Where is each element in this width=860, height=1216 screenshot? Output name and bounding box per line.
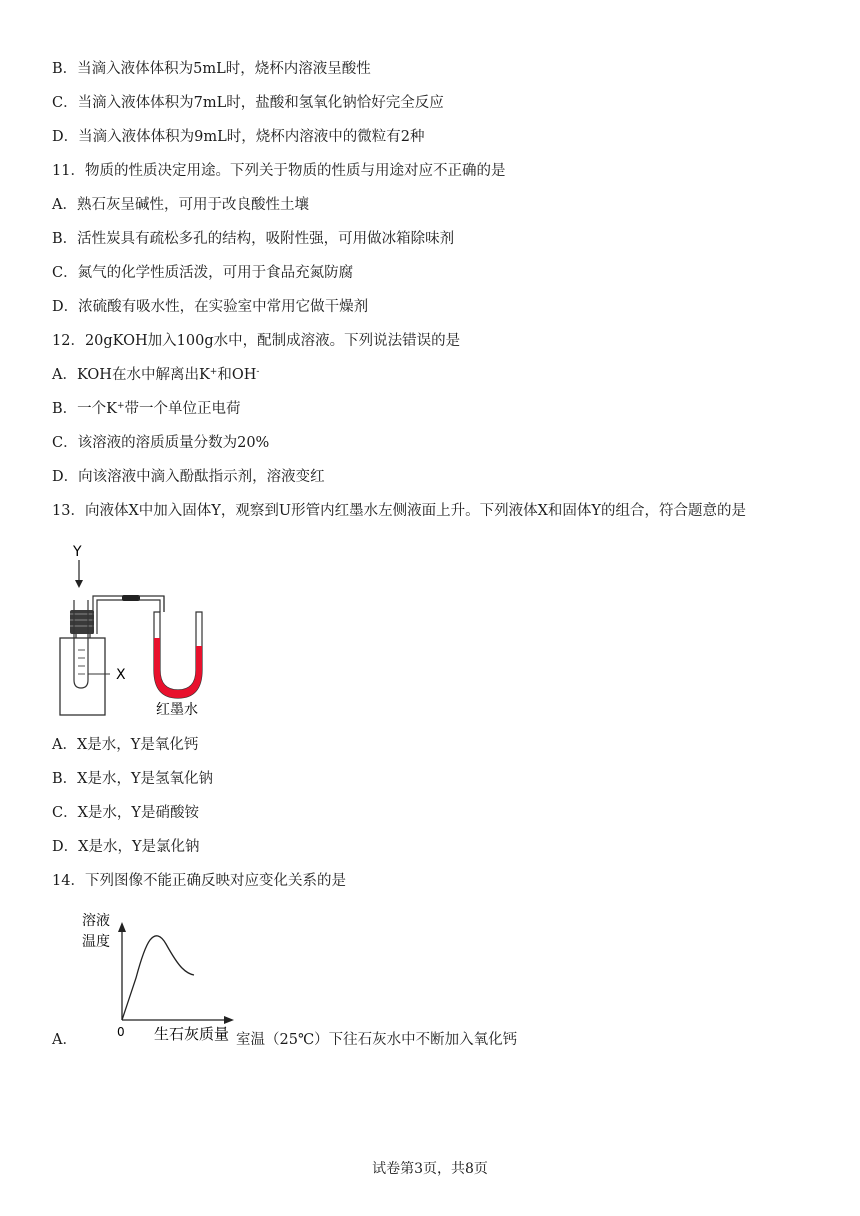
figure-label-red-ink: 红墨水 xyxy=(156,702,198,718)
red-ink-column xyxy=(154,638,202,698)
q11-option-c: C．氮气的化学性质活泼，可用于食品充氮防腐 xyxy=(52,265,354,281)
q13-option-b: B．X是水，Y是氢氧化钠 xyxy=(52,771,214,787)
rubber-connector xyxy=(122,595,140,601)
figure-label-y: Y xyxy=(73,544,82,560)
q11-stem: 11．物质的性质决定用途。下列关于物质的性质与用途对应不正确的是 xyxy=(52,163,506,179)
graph-y-arrow xyxy=(118,922,126,932)
q12-option-d: D．向该溶液中滴入酚酞指示剂，溶液变红 xyxy=(52,469,325,485)
q12-stem: 12．20gKOH加入100g水中，配制成溶液。下列说法错误的是 xyxy=(52,333,461,349)
q11-option-b: B．活性炭具有疏松多孔的结构，吸附性强，可用做冰箱除味剂 xyxy=(52,231,455,247)
page-footer: 试卷第3页，共8页 xyxy=(372,1161,488,1177)
q14-stem: 14．下列图像不能正确反映对应变化关系的是 xyxy=(52,873,346,889)
q12-option-c: C．该溶液的溶质质量分数为20% xyxy=(52,435,270,451)
q14-option-a-letter: A． xyxy=(52,1032,77,1048)
glass-tube xyxy=(97,600,124,634)
graph-curve xyxy=(122,936,194,1020)
glass-tube xyxy=(93,596,124,634)
q11-option-a: A．熟石灰呈碱性，可用于改良酸性土壤 xyxy=(52,197,309,213)
q10-option-c: C．当滴入液体体积为7mL时，盐酸和氢氧化钠恰好完全反应 xyxy=(52,95,444,111)
figure-label-x: X xyxy=(116,667,126,683)
q13-apparatus-figure xyxy=(52,540,232,720)
q13-option-c: C．X是水，Y是硝酸铵 xyxy=(52,805,199,821)
graph-ylabel-line2: 温度 xyxy=(82,934,110,950)
q12-option-b: B．一个K+带一个单位正电荷 xyxy=(52,401,241,417)
graph-x-arrow xyxy=(224,1016,234,1024)
q13-stem: 13．向液体X中加入固体Y，观察到U形管内红墨水左侧液面上升。下列液体X和固体Y的组合，符合题意的是 xyxy=(52,503,746,519)
arrow-head xyxy=(75,580,83,588)
q13-option-a: A．X是水，Y是氧化钙 xyxy=(52,737,199,753)
connecting-tube xyxy=(138,600,160,612)
q10-option-b: B．当滴入液体体积为5mL时，烧杯内溶液呈酸性 xyxy=(52,61,371,77)
q12-option-a: A．KOH在水中解离出K+和OH- xyxy=(52,367,260,383)
q13-option-d: D．X是水，Y是氯化钠 xyxy=(52,839,200,855)
q14-option-a-caption: 室温（25℃）下往石灰水中不断加入氧化钙 xyxy=(236,1032,518,1048)
q14-graph-a xyxy=(78,908,238,1048)
graph-origin: 0 xyxy=(117,1025,125,1039)
graph-xlabel: 生石灰质量 xyxy=(154,1025,230,1043)
graph-ylabel-line1: 溶液 xyxy=(82,913,110,929)
q10-option-d: D．当滴入液体体积为9mL时，烧杯内溶液中的微粒有2种 xyxy=(52,129,425,145)
q11-option-d: D．浓硫酸有吸水性，在实验室中常用它做干燥剂 xyxy=(52,299,369,315)
